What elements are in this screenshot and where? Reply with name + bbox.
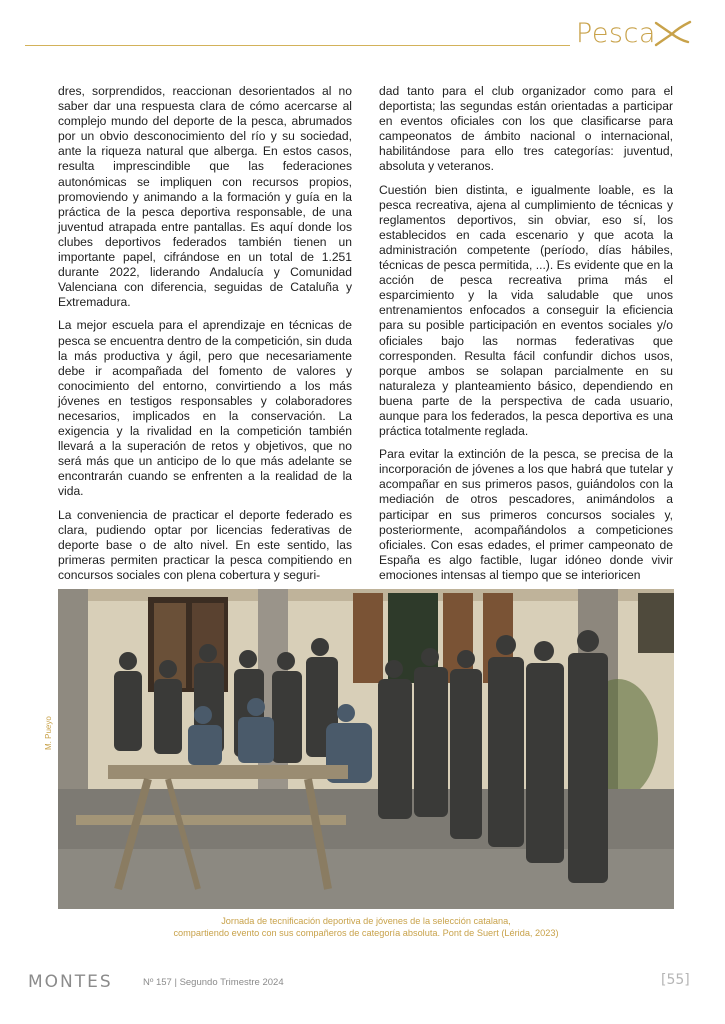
paragraph: dres, sorprendidos, reaccionan desorientados al no saber dar una respuesta clara de cómo acercarse al complejo mundo del deporte de la pesca, abrumados por un obvio desconocimiento del río y su sociedad, ante la riqueza natural que alberga. En estos casos, resulta imprescindible que las federaciones autonómicas se impliquen con recursos propios, promoviendo y animando a la formación y guía en la práctica de la pesca deportiva responsable, de una juventud atrapada entre pantallas. Es aquí donde los clubes deportivos federados también tienen un importante papel, cifrándose en un total de 1.251 durante 2022, liderando Andalucía y Comunidad Valenciana con diferencia, seguidas de Cataluña y Extremadura. xyxy=(58,84,352,310)
photo-caption xyxy=(58,915,674,939)
caption-line: compartiendo evento con sus compañeros de categoría absoluta. Pont de Suert (Lérida, 2023) xyxy=(173,928,559,938)
issue-info: Nº 157 | Segundo Trimestre 2024 xyxy=(143,977,284,988)
caption-line: Jornada de tecnificación deportiva de jóvenes de la selección catalana, xyxy=(221,916,511,926)
paragraph: Cuestión bien distinta, e igualmente loable, es la pesca recreativa, ajena al cumplimiento de técnicas y reglamentos deportivos, sin obviar, eso sí, los establecidos en cada escenario y que acota la administración competente (período, días hábiles, técnicas de pesca permitida, ...). Es evidente que en la acción de pesca recreativa prima más el esparcimiento y la vida saludable que unos entrenamientos enfocados a conseguir la eficiencia para su posible participación en eventos sociales y/o oficiales bajo las normas federativas que corresponden. Resulta fácil confundir dichos usos, porque ambos se solapan parcialmente en su naturaleza y planteamiento básico, dependiendo en buena parte de la perspectiva de cada usuario, aunque para los federados, la pesca deportiva es una práctica totalmente reglada. xyxy=(379,182,673,439)
photo-credit: M. Pueyo xyxy=(44,716,53,750)
paragraph: La mejor escuela para el aprendizaje en técnicas de pesca se encuentra dentro de la competición, sin duda la más productiva y ágil, pero que necesariamente debe ir acompañada del fomento de valores y conocimiento del entorno, convirtiendo a los más jóvenes en testigos responsables y colaboradores necesarios, implicados en la conservación. La exigencia y la rivalidad en la competición también llevará a la superación de retos y objetivos, que no será más que un anticipo de lo que más adelante se encontrarán cuando se enfrenten a la realidad de la vida. xyxy=(58,318,352,499)
article-left-column xyxy=(58,84,352,591)
article-right-column xyxy=(379,84,673,591)
montes-wordmark: MONTES xyxy=(28,972,113,990)
group-photo xyxy=(58,589,674,909)
paragraph: dad tanto para el club organizador como para el deportista; las segundas están orientadas a participar en eventos oficiales con los que clasificarse para campeonatos de ámbito nacional o internacional, habilitándose para ello tres categorías: juventud, absoluta y veteranos. xyxy=(379,84,673,174)
montes-logo xyxy=(28,972,140,990)
section-title: Pesca xyxy=(576,18,656,49)
header-rule xyxy=(25,45,570,46)
paragraph: La conveniencia de practicar el deporte federado es clara, pudiendo optar por licencias federativas de deporte base o de alto nivel. En este sentido, las primeras permiten practicar la pesca compitiendo en concursos sociales con plena cobertura y seguri- xyxy=(58,507,352,582)
group-photo-illustration xyxy=(58,589,674,909)
paragraph: Para evitar la extinción de la pesca, se precisa de la incorporación de jóvenes a los que habrá que tutelar y acompañar en sus primeros pasos, guiándolos con la mediación de otros pescadores, animándolos a participar en sus primeros concursos sociales y, posteriormente, acompañándolos a competiciones oficiales. Con esas edades, el primer campeonato de España es algo factible, lugar idóneo donde vivir emociones intensas al tiempo que se interioricen xyxy=(379,447,673,582)
fish-logo-icon xyxy=(652,20,692,48)
page-number: [55] xyxy=(661,972,690,988)
